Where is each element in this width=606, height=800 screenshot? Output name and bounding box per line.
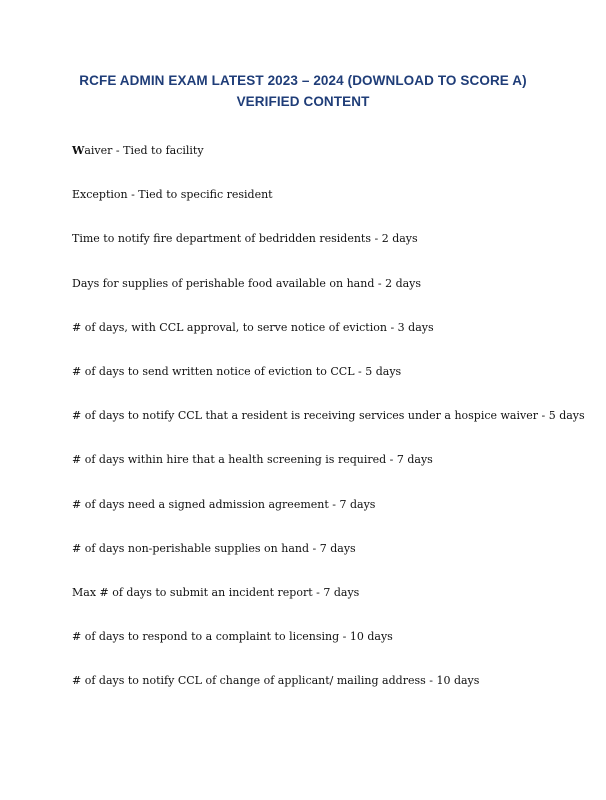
qa-list bbox=[72, 143, 585, 717]
list-item-rest: aiver - Tied to facility bbox=[84, 144, 204, 157]
list-item bbox=[72, 187, 582, 231]
list-item bbox=[72, 629, 582, 673]
list-item-text: Exception - Tied to specific resident bbox=[72, 188, 273, 202]
list-item-text: # of days, with CCL approval, to serve notice of eviction - 3 days bbox=[72, 320, 434, 334]
list-item-text: # of days need a signed admission agreement - 7 days bbox=[72, 497, 376, 511]
list-item-text bbox=[72, 143, 204, 159]
title-line-1: RCFE ADMIN EXAM LATEST 2023 – 2024 (DOWNLOAD TO SCORE A) bbox=[79, 73, 527, 88]
list-item bbox=[72, 320, 582, 364]
list-item-text: # of days within hire that a health screening is required - 7 days bbox=[72, 453, 433, 467]
list-item bbox=[72, 143, 582, 187]
list-item-text: Days for supplies of perishable food available on hand - 2 days bbox=[72, 276, 422, 290]
title-line-2: VERIFIED CONTENT bbox=[236, 94, 370, 109]
list-item-text: # of days to notify CCL of change of applicant/ mailing address - 10 days bbox=[72, 674, 480, 688]
list-item bbox=[72, 276, 582, 320]
list-item bbox=[72, 452, 582, 496]
list-item bbox=[72, 408, 585, 452]
list-item-text: Time to notify fire department of bedridden residents - 2 days bbox=[72, 232, 418, 246]
list-item-text: # of days non-perishable supplies on hand - 7 days bbox=[72, 541, 356, 555]
list-item bbox=[72, 673, 582, 717]
list-item bbox=[72, 364, 582, 408]
list-item-text: # of days to respond to a complaint to licensing - 10 days bbox=[72, 630, 393, 644]
list-item bbox=[72, 585, 582, 629]
list-item bbox=[72, 497, 582, 541]
list-item-text: # of days to send written notice of eviction to CCL - 5 days bbox=[72, 364, 402, 378]
list-item-text: # of days to notify CCL that a resident is receiving services under a hospice waiver - 5 days bbox=[72, 409, 585, 423]
list-item-text: Max # of days to submit an incident report - 7 days bbox=[72, 585, 360, 599]
document-title bbox=[0, 70, 606, 112]
list-item bbox=[72, 231, 582, 275]
drop-cap-letter: W bbox=[72, 144, 85, 157]
list-item bbox=[72, 541, 582, 585]
